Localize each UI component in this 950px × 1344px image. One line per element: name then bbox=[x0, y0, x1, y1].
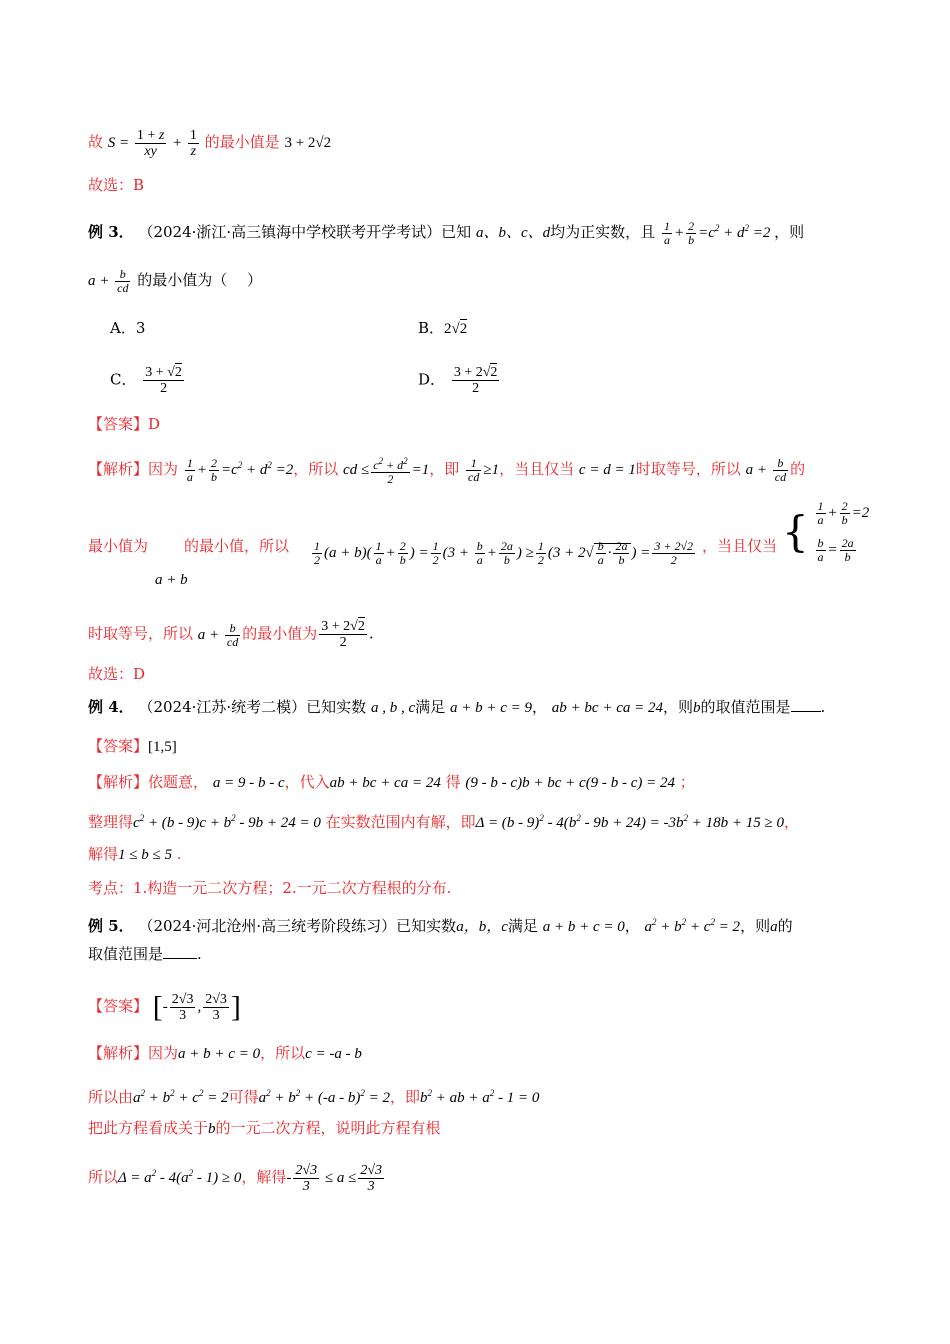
ex4-text3: ，则 bbox=[662, 698, 693, 716]
ex5-question-line2: 取值范围是 . bbox=[88, 945, 202, 963]
ex4-a5: 在实数范围内有解，即 bbox=[325, 813, 476, 831]
ex4-analysis-tag: 【解析】 bbox=[88, 773, 149, 791]
ex3-text4: 的最小值为（ ） bbox=[137, 270, 263, 289]
ex3-label: 例 3． bbox=[88, 223, 134, 241]
ex3-condition-formula: $\frac{1}{a}$ + $\frac{2}{b}$ $=c^2 + d^2 =2$ bbox=[663, 219, 775, 248]
ex4-text1: 已知实数 bbox=[306, 698, 367, 716]
ex5-a4: 可得 bbox=[228, 1088, 259, 1106]
ex3-analysis-formula-3: $\frac{1}{cd}$ ≥1 bbox=[468, 456, 500, 485]
ex5-answer bbox=[88, 992, 241, 1023]
ex4-a4: 整理得 bbox=[88, 813, 134, 831]
ex3-option-b-label: B． bbox=[418, 319, 445, 337]
ex5-analysis-line2: 所以由$a^2 + b^2 + c^2 = 2$可得$a^2 + b^2 + (-a - b)^2 = 2$，即$b^2$ + ab + $a^2 - 1 = 0$ bbox=[88, 1088, 540, 1106]
ex3-analysis-formula-4: c = d = 1 bbox=[578, 462, 636, 478]
ex4-a3: 得 bbox=[445, 773, 461, 791]
ex3-a-plus-b: a + b bbox=[155, 572, 188, 588]
ex3-analysis-tag: 【解析】 bbox=[88, 460, 149, 478]
ex4-question: 例 4． （2024·江苏·统考二模）已知实数 a , b , c满足 a + b + c = 9， ab + bc + ca = 24，则b的取值范围是 . bbox=[88, 698, 826, 716]
ex5-answer-value: [- $\frac{2√3}{3}$ , $\frac{2√3}{3}$ ] bbox=[152, 990, 241, 1024]
ex3-answer-value: D bbox=[148, 415, 161, 433]
ex3-a9: ，当且仅当 bbox=[702, 537, 778, 555]
ex3-text2: 均为正实数，且 bbox=[550, 223, 656, 241]
ex4-analysis-line3: 解得1 ≤ b ≤ 5 . bbox=[88, 845, 182, 863]
ex3-a8: 的最小值，所以 bbox=[184, 537, 290, 555]
ex5-analysis-tag: 【解析】 bbox=[88, 1044, 149, 1062]
ex3-target-expr: a + $\frac{b}{cd}$ bbox=[88, 267, 129, 295]
ex3-analysis-line2 bbox=[88, 536, 289, 556]
ex3-option-a: A．3 bbox=[110, 319, 146, 337]
ex5-text2: 满足 bbox=[507, 917, 538, 935]
ex3-a7: 最小值为 bbox=[88, 537, 149, 555]
top-value: 3 + 2√2 bbox=[284, 134, 332, 151]
ex3-analysis-formula-1: $\frac{1}{a}$ + $\frac{2}{b}$ $=c^2 + d^2 =2$ bbox=[186, 456, 294, 485]
ex3-a10: 时取等号，所以 bbox=[88, 624, 194, 643]
ex4-analysis-line2: 整理得$c^2 + (b - 9)c + b^2 - 9b + 24 = 0$ 在实数范围内有解，即$\Delta = (b - 9)^2 - 4(b^2 - 9b + 24) = -3b^2 + 18b + 15 \ge 0$， bbox=[88, 813, 800, 831]
ex3-answer-tag: 【答案】 bbox=[88, 415, 149, 433]
ex3-a1: 因为 bbox=[148, 460, 179, 478]
ex3-vars: a、b、c、d bbox=[475, 225, 551, 241]
ex3-answer bbox=[88, 414, 160, 434]
ex4-note: 考点：1.构造一元二次方程；2.一元二次方程根的分布. bbox=[88, 879, 452, 897]
ex4-a1: 依题意， bbox=[148, 773, 209, 791]
ex4-text4: 的取值范围是 bbox=[700, 698, 791, 716]
ex5-analysis-line4: 所以$\Delta = a^2 - 4(a^2 - 1) \ge 0$，解得- $\frac{2√3}{3}$ ≤ a ≤ $\frac{2√3}{3}$ bbox=[88, 1163, 383, 1195]
ex3-analysis-formula-2: cd ≤ $\frac{c^2 + d^2}{2}$ =1 bbox=[343, 456, 430, 487]
ex5-a1: 因为 bbox=[148, 1044, 179, 1062]
ex4-a2: ，代入 bbox=[284, 773, 330, 791]
top-suffix: 的最小值是 bbox=[204, 132, 280, 151]
ex5-analysis-line3: 把此方程看成关于b的一元二次方程，说明此方程有根 bbox=[88, 1119, 441, 1137]
ex4-label: 例 4． bbox=[88, 698, 134, 716]
ex3-question-line2 bbox=[88, 268, 262, 295]
formula-s: S = $\frac{1 + z}{xy}$ + $\frac{1}{z}$ bbox=[107, 128, 197, 159]
ex3-question-line1 bbox=[88, 218, 804, 247]
ex5-text5: 取值范围是 bbox=[88, 945, 164, 963]
ex5-a7: 的一元二次方程，说明此方程有根 bbox=[215, 1119, 441, 1137]
ex3-analysis-formula-6: $\frac{1}{2}$ (a + b)( $\frac{1}{a}$ + $\frac{2}{b}$ ) = $\frac{1}{2}$ (3 + $\frac{b}{a}$ + $\frac{2a}{b}$ ) ≥ $\frac{1}{2}$ (3 + 2√ $\frac{b}{a}$ · $\frac{2a}{b}$ ) = $\frac{3 + 2√2}{2}$ bbox=[314, 539, 694, 567]
top-prefix: 故 bbox=[88, 132, 104, 151]
ex5-a2: ，所以 bbox=[260, 1044, 306, 1062]
ex5-analysis-line1: 【解析】因为a + b + c = 0，所以c = -a - b bbox=[88, 1044, 362, 1062]
ex5-label: 例 5． bbox=[88, 917, 134, 935]
ex4-answer bbox=[88, 736, 177, 757]
ex5-question-line1: 例 5． （2024·河北沧州·高三统考阶段练习）已知实数a，b，c满足 a + b + c = 0， $a^2 + b^2 + c^2 = 2$，则a的 bbox=[88, 917, 793, 935]
ex5-text1: 已知实数 bbox=[396, 917, 457, 935]
ex3-a6: 的 bbox=[790, 460, 806, 478]
ex3-analysis-line3: 时取等号，所以 a + $\frac{b}{cd}$ 的最小值为 $\frac{3 + 2√2}{2}$ . bbox=[88, 619, 374, 650]
ex3-analysis-formula-7: a + $\frac{b}{cd}$ bbox=[197, 620, 239, 649]
ex3-text3: ，则 bbox=[774, 223, 805, 241]
ex3-a4: ，当且仅当 bbox=[499, 460, 575, 478]
ex3-analysis-line1 bbox=[88, 455, 805, 486]
ex3-a3: ，即 bbox=[429, 460, 460, 478]
ex3-system: { $\frac{1}{a}$ + $\frac{2}{b}$ =2 $\frac{b}{a}$ = $\frac{2a}{b}$ bbox=[782, 499, 870, 564]
ex5-answer-blank bbox=[163, 946, 197, 959]
ex3-option-b: B．2√2 bbox=[418, 319, 468, 337]
ex5-text4: 的 bbox=[777, 917, 793, 935]
ex3-analysis-formula-5: a + $\frac{b}{cd}$ bbox=[745, 456, 787, 485]
ex3-option-d-label: D． bbox=[418, 370, 446, 389]
ex3-a5: 时取等号，所以 bbox=[635, 460, 741, 478]
ex5-source: （2024·河北沧州·高三统考阶段练习） bbox=[138, 917, 397, 935]
ex3-source: （2024·浙江·高三镇海中学校联考开学考试） bbox=[138, 223, 442, 241]
ex3-text1: 已知 bbox=[441, 223, 472, 241]
ex3-option-d: D． $\frac{3 + 2√2}{2}$ bbox=[418, 365, 498, 396]
ex4-answer-tag: 【答案】 bbox=[88, 737, 149, 755]
ex5-a9: ，解得 bbox=[241, 1168, 287, 1186]
ex4-analysis-line1: 【解析】依题意， a = 9 - b - c，代入ab + bc + ca = 24 得 (9 - b - c)b + bc + c(9 - b - c) = 24 ； bbox=[88, 773, 695, 791]
ex5-text3: ，则 bbox=[740, 917, 771, 935]
ex4-a6: 解得 bbox=[88, 845, 119, 863]
top-conclusion-line bbox=[88, 128, 331, 159]
ex5-answer-tag: 【答案】 bbox=[88, 996, 149, 1015]
ex4-answer-value: [1,5] bbox=[148, 739, 177, 755]
ex5-a3: 所以由 bbox=[88, 1088, 134, 1106]
ex5-a6: 把此方程看成关于 bbox=[88, 1119, 209, 1137]
ex4-answer-blank bbox=[791, 699, 821, 712]
ex3-a2: ，所以 bbox=[293, 460, 339, 478]
ex4-source: （2024·江苏·统考二模） bbox=[138, 698, 307, 716]
ex5-a8: 所以 bbox=[88, 1168, 119, 1186]
ex3-option-c: C． $\frac{3 + √2}{2}$ bbox=[110, 365, 182, 396]
ex3-option-c-label: C． bbox=[110, 370, 137, 389]
top-choice: 故选：B bbox=[88, 176, 145, 194]
ex3-choice: 故选：D bbox=[88, 665, 146, 683]
ex4-text2: 满足 bbox=[415, 698, 446, 716]
ex3-a11: 的最小值为 bbox=[242, 624, 318, 643]
ex5-a5: ，即 bbox=[389, 1088, 420, 1106]
